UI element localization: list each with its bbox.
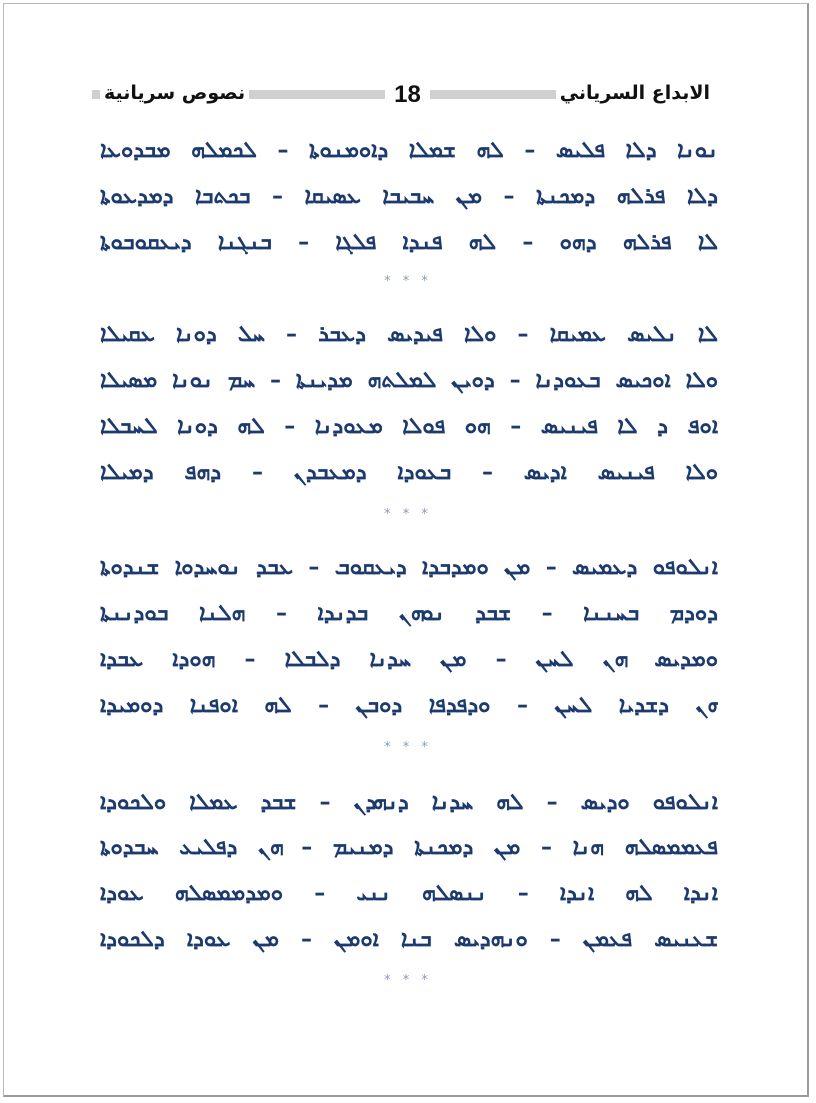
verse-line: ܐܘܦ ܕ ܠܐ ܦܝܢܝܣ – ܗܘ ܦܘܠܐ ܡܥܘܕܢܐ – ܠܗ ܕܘܢܐ ܠܚܒܠܐ (100, 414, 718, 439)
verse-line: ܐܢܕܐ ܠܗ ܐܢܕܐ – ܢܢܣܠܗ ܢܢܝ – ܘܡܕܡܡܣܠܗ ܥܘܕܐ (100, 881, 718, 906)
verse-line: ܘܠܐ ܐܘܟܝܣ ܒܥܘܕܢܐ – ܕܘܝܢ ܠܡܠܬܗ ܡܕܝܢܬܐ – ܚܡ ܢܘܢܐ ܡܣܝܠܐ (100, 368, 718, 393)
verse-line: ܗܢ ܕܫܕܝܐ ܠܚܢ – ܘܕܦܕܦܐ ܕܘܒܢ – ܠܗ ܐܘܦܢܐ ܕܘܡܝܕܐ (100, 693, 718, 718)
book-title: الابداع السرياني (556, 78, 714, 108)
verse-line: ܫܥܢܝܣ ܦܥܡܢ – ܘܢܗܕܝܣ ܒܢܐ ܐܘܡܢ – ܡܢ ܥܘܕܐ ܕܠܟܘܕܐ (100, 927, 718, 952)
stanza-separator: * * * (384, 740, 432, 755)
verse-line: ܠܐ ܦܪܠܗ ܕܗܘ – ܠܗ ܦܢܕܐ ܦܠܓܐ – ܒܢܓܢܐ ܕܝܥܩܘܒܘܬܐ (100, 230, 718, 255)
verse-line: ܐܢܠܘܦܘ ܘܕܝܣ – ܠܗ ܚܕܢܐ ܕܢܗܕܢ – ܫܒܕ ܥܡܠܐ ܘܠܟܘܕܐ (100, 790, 718, 815)
verse-line: ܦܥܡܡܣܠܗ ܗܢܐ – ܡܢ ܕܡܟܢܬܐ ܕܡܢܝܡ – ܗܢ ܕܦܠܝܥ ܚܒܕܘܬܐ (100, 835, 718, 860)
verse-line: ܕܠܐ ܦܪܠܗ ܕܡܟܢܬܐ – ܡܢ ܚܒܝܒܐ ܥܣܝܩܐ – ܒܟܬܒܐ ܕܡܕܥܘܬܐ (100, 184, 718, 209)
verse-line: ܐܢܠܘܦܘ ܕܥܡܝܣ – ܡܢ ܘܡܕܒܕܐ ܕܝܥܩܘܒ – ܥܒܕ ܢܘܚܕܘܐ ܫܢܕܘܬܐ (100, 555, 718, 580)
verse-line: ܘܡܕܝܣ ܗܢ ܠܚܢ – ܡܢ ܚܕܢܐ ܕܠܒܠܐ – ܗܘܕܐ ܥܒܕܐ (100, 647, 718, 672)
stanza-separator: * * * (384, 274, 432, 289)
stanza-separator: * * * (384, 507, 432, 522)
verse-line: ܢܘܢܐ ܕܠܐ ܦܠܝܣ – ܠܗ ܫܡܠܐ ܕܐܘܡܢܘܬܐ – ܠܟܡܠܗ ܡܒܕܘܥܐ (100, 138, 718, 163)
page-number: 18 (394, 81, 421, 108)
verse-line: ܕܘܕܡ ܒܚܢܢܐ – ܫܒܕ ܢܘܗܢ ܒܕܢܕܐ – ܗܠܢܐ ܒܘܕܢܢܬܐ (100, 601, 718, 626)
section-title: نصوص سريانية (100, 78, 249, 108)
page-header (92, 78, 714, 108)
stanza-separator: * * * (384, 973, 432, 988)
verse-line: ܘܠܐ ܦܝܢܝܣ ܐܕܝܣ – ܒܥܘܕܐ ܕܡܥܒܕܢ – ܕܗܦ ܕܡܝܠܐ (100, 460, 718, 485)
verse-line: ܠܐ ܢܠܝܣ ܥܡܝܩܐ – ܘܠܐ ܦܝܕܝܣ ܕܥܒܪ – ܚܠ ܕܘܢܐ ܥܩܝܠܐ (100, 322, 718, 347)
